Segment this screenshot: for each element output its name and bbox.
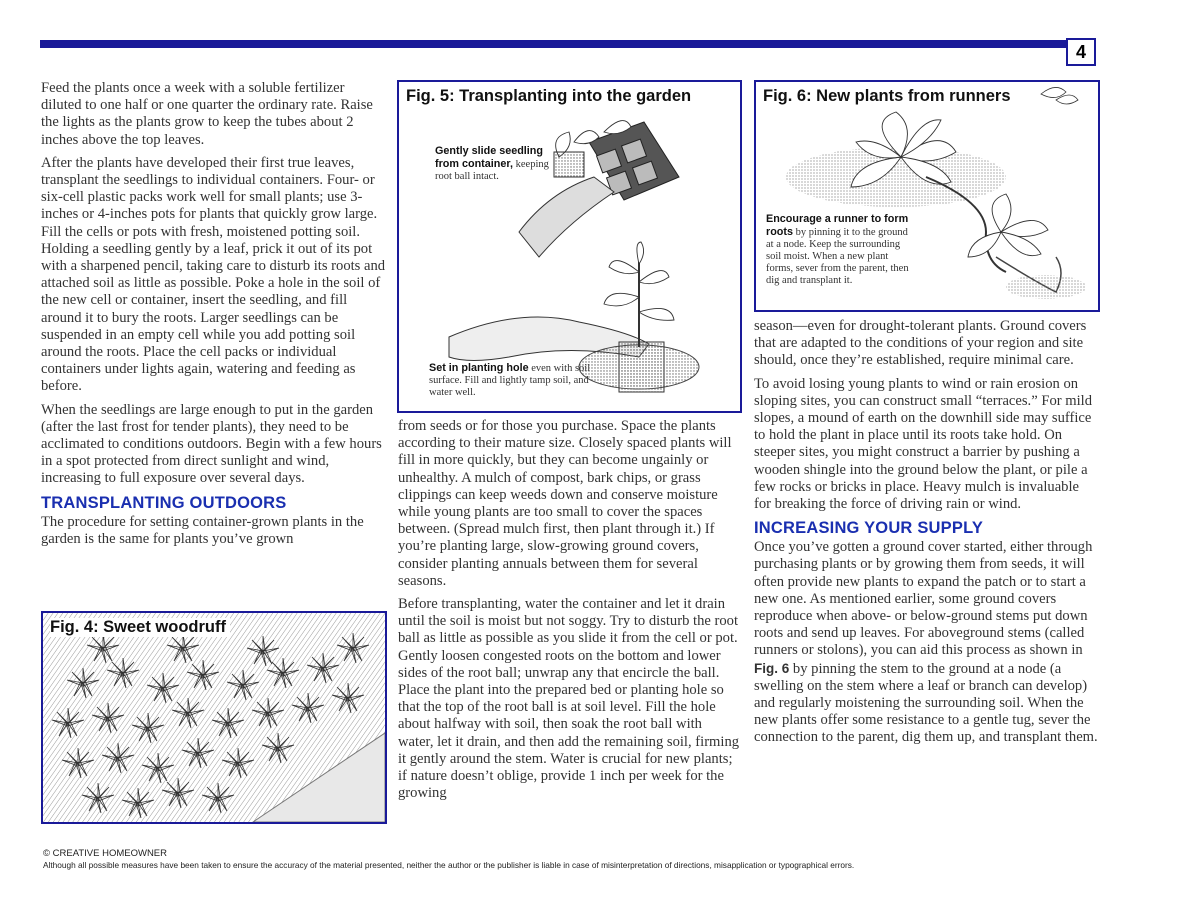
paragraph	[754, 539, 1098, 746]
figure-caption	[435, 145, 551, 183]
figure-title: Fig. 5: Transplanting into the garden	[406, 87, 695, 106]
figure-title: Fig. 4: Sweet woodruff	[50, 618, 230, 637]
caption-text: keeping root ball intact.	[435, 159, 549, 182]
paragraph: Before transplanting, water the container and let it drain until the soil is moist but not soggy. Try to disturb the root ball as little as possible as you slide it from the cell or pot. Gently loosen congested roots on the bottom and lower sides of the root ball; unwrap any that encircle the ball. Place the plant into the prepared bed or planting hole so that the top of the root ball is at soil level. Fill the hole about halfway with soil, then soak the root ball with water, let it drain, and then add the remaining soil, firming it gently around the stem. Water is crucial for new plants; if nature doesn’t oblige, provide 1 inch per week for the growing	[398, 596, 740, 802]
figure-caption	[429, 362, 604, 399]
paragraph: After the plants have developed their first true leaves, transplant the seedlings to individual containers. Four- or six-cell plastic packs work well for small plants; use 3-inches or 4-inches pots for plants that quickly grow large. Fill the cells or pots with fresh, moistened potting soil. Holding a seedling gently by a leaf, prick it out of its pot with a sharpened pencil, taking care to disturb its roots and attached soil as little as possible. Poke a hole in the soil of the new cell or container, insert the seedling, and fill around it to bury the roots. Larger seedlings can be suspended in an empty cell while you add potting soil around the roots. Place the cell packs or individual containers under lights again, watering and feeding as before.	[41, 154, 386, 395]
disclaimer: Although all possible measures have been taken to ensure the accuracy of the material presented, neither the author or the publisher is liable in case of misinterpretation of directions, misapplication or typographical errors.	[43, 860, 855, 870]
paragraph: from seeds or for those you purchase. Space the plants according to their mature size. Closely spaced plants will fill in more quickly, but they can become ungainly or unhealthy. A mulch of compost, bark chips, or grass clippings can keep weeds down and conserve moisture while young plants are too small to cover the spaces between. (Spread mulch first, then plant through it.) If you’re planting large, slow-growing ground covers, consider planting annuals between them for several seasons.	[398, 418, 732, 589]
figure-runners	[754, 80, 1100, 312]
page-number: 4	[1066, 38, 1096, 66]
figure-sweet-woodruff	[41, 611, 387, 824]
figure-caption	[766, 213, 916, 287]
section-heading: TRANSPLANTING OUTDOORS	[41, 493, 287, 512]
column-1	[41, 80, 386, 554]
caption-text: even with soil surface. Fill and lightly tamp soil, and water well.	[429, 363, 591, 398]
paragraph: Feed the plants once a week with a soluble fertilizer diluted to one half or one quarter the ordinary rate. Raise the lights as the plants grow to keep the tubes about 2 inches above the top leaves.	[41, 80, 373, 148]
figure-transplanting	[397, 80, 742, 413]
figure-title: Fig. 6: New plants from runners	[763, 87, 1015, 106]
paragraph: When the seedlings are large enough to put in the garden (after the last frost for tender plants), they need to be acclimated to conditions outdoors. Begin with a few hours in a spot protected from direct sunlight and wind, increasing to full exposure over several days.	[41, 401, 382, 487]
caption-bold: Encourage a runner to form roots	[766, 213, 909, 238]
column-2	[398, 418, 740, 808]
figure-reference: Fig. 6	[754, 660, 790, 676]
paragraph: The procedure for setting container-grown plants in the garden is the same for plants you’ve grown	[41, 513, 364, 547]
header-rule	[40, 40, 1066, 48]
column-3	[754, 318, 1098, 753]
caption-bold: Set in planting hole	[429, 362, 529, 374]
paragraph-text: Once you’ve gotten a ground cover started, either through purchasing plants or by growing them from seeds, it will often provide new plants to expand the patch or to start a new one. As mentioned earlier, some ground covers reproduce when above- or below-ground stems put down roots and send up leaves. For aboveground stems (called runners or stolons), you can aid this process as shown in	[754, 539, 1093, 659]
caption-bold: Gently slide seedling from container,	[435, 145, 544, 170]
paragraph: To avoid losing young plants to wind or rain erosion on sloping sites, you can construct small “terraces.” For mild slopes, a mound of earth on the downhill side may suffice to hold the plant in place until its roots take hold. On steeper sites, you might construct a barrier by pushing a wooden shingle into the ground below the plant, or pile a few rocks or bricks in place. Heavy mulch is invaluable for breaking the force of driving rain or wind.	[754, 375, 1093, 513]
woodruff-illustration	[43, 613, 385, 822]
copyright-notice: © CREATIVE HOMEOWNER	[43, 848, 167, 859]
section-heading: INCREASING YOUR SUPPLY	[754, 519, 984, 538]
paragraph: season—even for drought-tolerant plants. Ground covers that are adapted to the conditions of your region and site should, once they’re established, require minimal care.	[754, 318, 1087, 369]
paragraph-text: by pinning the stem to the ground at a node (a swelling on the stem where a leaf or branch can develop) and regularly moistening the surrounding soil. When the new plants offer some resistance to a gentle tug, sever the connection to the parent, dig them up, and transplant them.	[754, 660, 1098, 746]
caption-text: by pinning it to the ground at a node. Keep the surrounding soil moist. When a new plant forms, sever from the parent, then dig and transplant it.	[766, 227, 909, 286]
